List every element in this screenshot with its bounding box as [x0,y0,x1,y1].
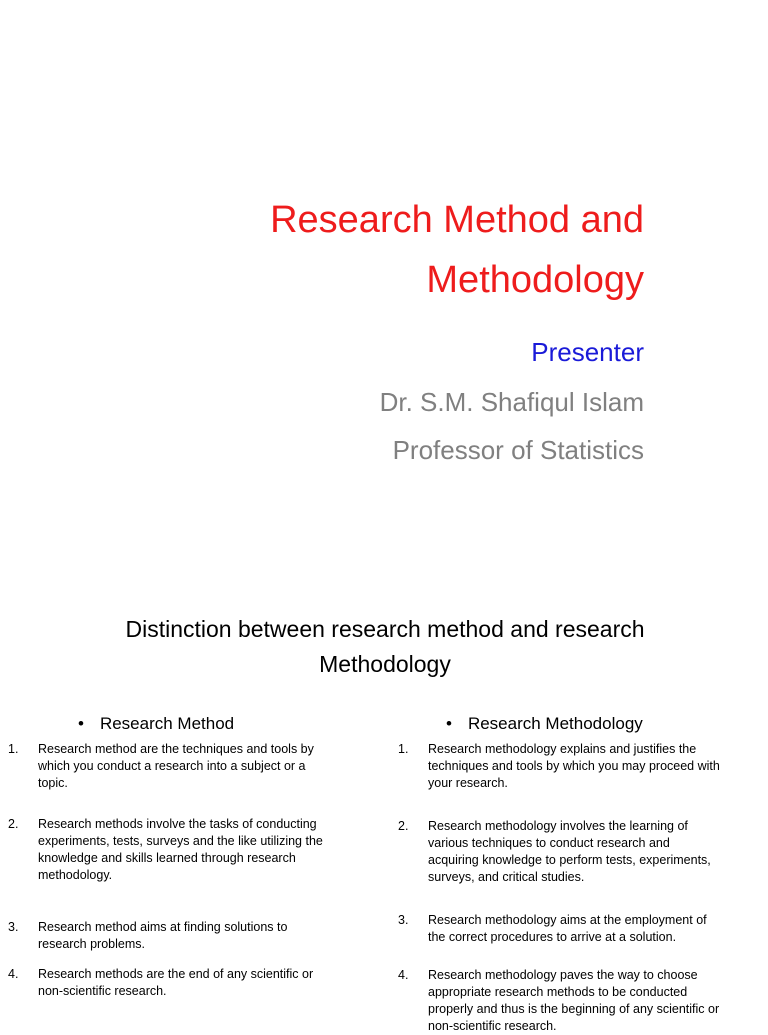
methodology-item-2-number: 2. [398,819,409,833]
presenter-label: Presenter [531,337,644,367]
bullet-icon: • [78,714,84,733]
research-methodology-heading [446,712,643,736]
comparison-title-line-2: Methodology [319,651,451,677]
method-item-4-number: 4. [8,967,19,981]
author-title: Professor of Statistics [392,435,644,465]
method-item-3-number: 3. [8,920,19,934]
method-item-1-text: Research method are the techniques and tools by which you conduct a research into a subject or a topic. [38,742,314,790]
method-item-4 [8,966,338,1000]
research-method-heading [78,712,234,736]
research-method-heading-text: Research Method [99,714,235,733]
method-item-1-number: 1. [8,742,19,756]
methodology-item-4-text: Research methodology paves the way to choose appropriate research methods to be conducted properly and thus is the beginning of any scientific or non-scientific research. [428,968,720,1033]
methodology-item-4-number: 4. [398,968,409,982]
slide-title-line-2: Methodology [426,259,644,301]
method-item-3-text: Research method aims at finding solutions to research problems. [38,920,288,951]
method-item-2-text: Research methods involve the tasks of conducting experiments, tests, surveys and the like utilizing the knowledge and skills learned through research methodology. [38,817,323,882]
author-name: Dr. S.M. Shafiqul Islam [379,387,644,417]
slide-title-line-1: Research Method and [270,199,644,241]
methodology-item-1-text: Research methodology explains and justifies the techniques and tools by which you may proceed with your research. [428,742,720,790]
methodology-item-4 [398,967,728,1035]
methodology-item-2-text: Research methodology involves the learning of various techniques to conduct research and acquiring knowledge to perform tests, experiments, surveys, and critical studies. [428,819,711,884]
methodology-item-3-number: 3. [398,913,409,927]
methodology-item-3 [398,912,728,946]
comparison-title-line-1: Distinction between research method and research [125,616,645,642]
methodology-item-2 [398,818,728,886]
methodology-item-1-number: 1. [398,742,409,756]
method-item-1 [8,741,338,792]
method-item-2 [8,816,338,884]
slide-title [84,190,644,310]
methodology-item-1 [398,741,728,792]
comparison-slide [0,576,768,1033]
method-item-4-text: Research methods are the end of any scientific or non-scientific research. [38,967,314,998]
methodology-item-3-text: Research methodology aims at the employment of the correct procedures to arrive at a solution. [428,913,707,944]
bullet-icon: • [446,714,452,733]
method-item-3 [8,919,338,953]
research-methodology-heading-text: Research Methodology [467,714,643,733]
comparison-title [40,612,730,682]
method-item-2-number: 2. [8,817,19,831]
